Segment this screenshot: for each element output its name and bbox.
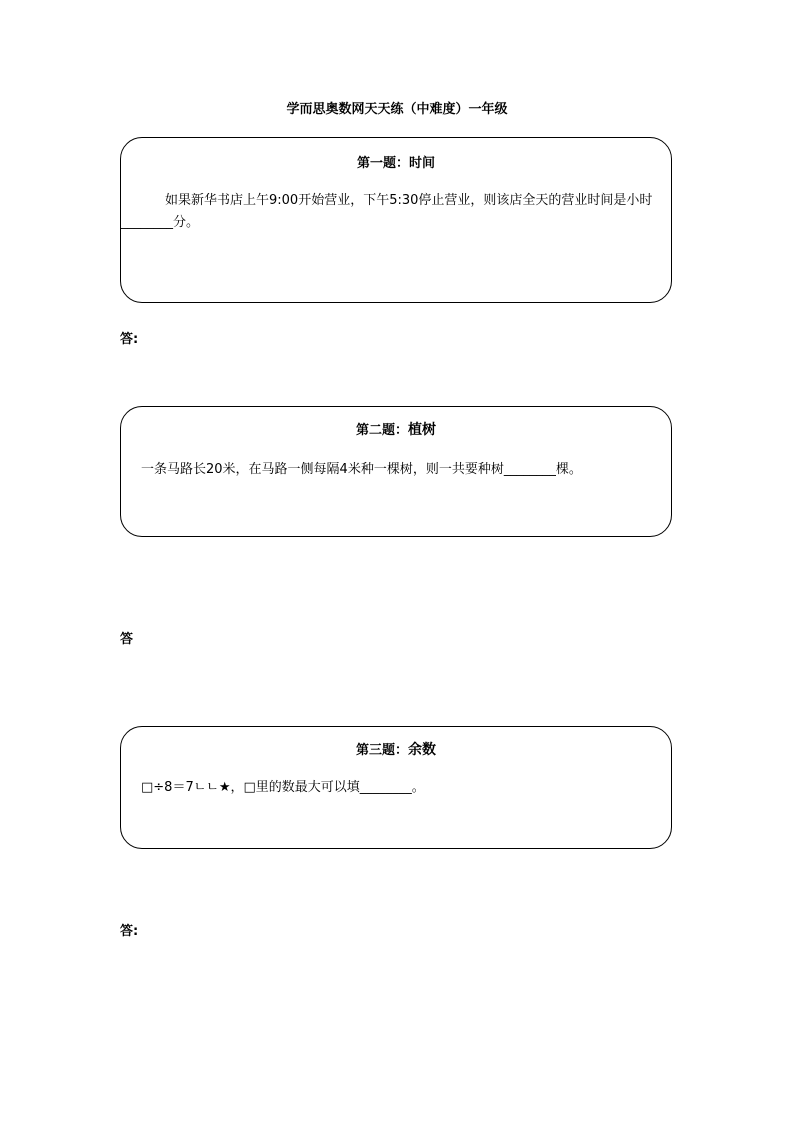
question-box-2 bbox=[120, 406, 672, 537]
question-box-1 bbox=[120, 137, 672, 303]
answer-label-3: 答: bbox=[120, 924, 139, 939]
question-text-1: 如果新华书店上午9:00开始营业，下午5:30停止营业，则该店全天的营业时间是小时________分。 bbox=[121, 193, 653, 230]
question-number-2: 第二题： bbox=[355, 423, 408, 438]
question-number-3: 第三题： bbox=[355, 743, 408, 758]
question-heading-2 bbox=[121, 419, 671, 439]
question-topic-2: 植树 bbox=[408, 422, 436, 438]
question-box-3 bbox=[120, 726, 672, 849]
question-heading-1 bbox=[121, 152, 671, 171]
question-topic-3: 余数 bbox=[408, 742, 436, 758]
question-topic-1: 时间 bbox=[409, 156, 436, 171]
page-title: 学而思奥数网天天练（中难度）一年级 bbox=[286, 102, 508, 117]
question-heading-3 bbox=[121, 739, 671, 759]
answer-label-1: 答: bbox=[120, 332, 139, 347]
answer-label-2: 答 bbox=[120, 632, 134, 647]
question-number-1: 第一题： bbox=[356, 156, 409, 171]
question-text-3: □÷8＝7ㄴㄴ★，□里的数最大可以填________。 bbox=[141, 780, 425, 795]
question-text-2: 一条马路长20米，在马路一侧每隔4米种一棵树，则一共要种树________棵。 bbox=[141, 462, 582, 477]
